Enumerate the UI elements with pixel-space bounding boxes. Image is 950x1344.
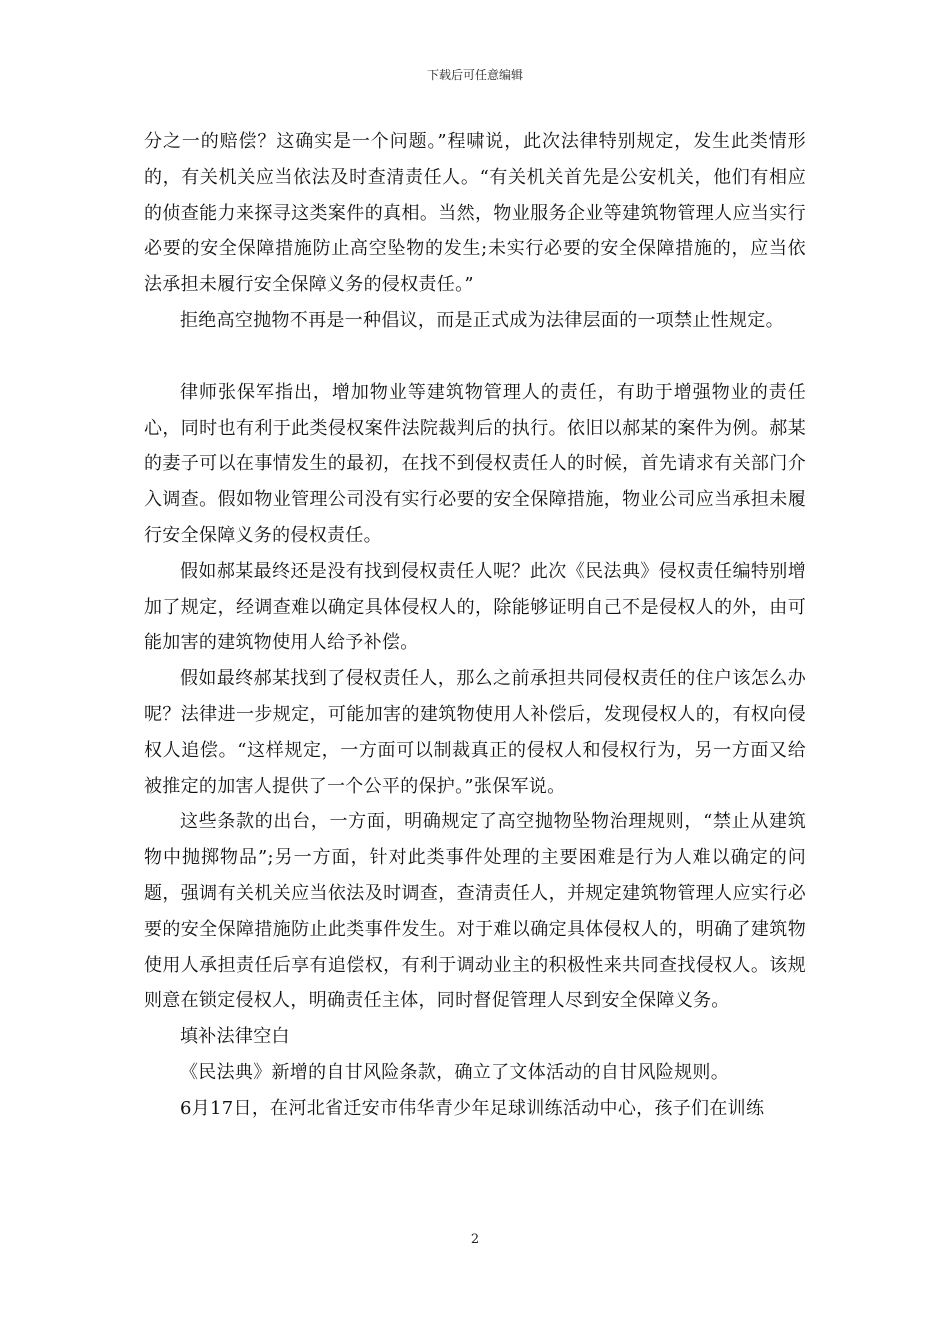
paragraph: 6月17日，在河北省迁安市伟华青少年足球训练活动中心，孩子们在训练 [180,1097,765,1119]
paragraph-continued: 分之一的赔偿？这确实是一个问题。”程啸说，此次法律特别规定，发生此类情形的，有关机关应当依法及时查清责任人。“有关机关首先是公安机关，他们有相应的侦查能力来探寻这类案件的真相。当然，物业服务企业等建筑物管理人应当实行必要的安全保障措施防止高空坠物的发生;未实行必要的安全保障措施的，应当依法承担未履行安全保障义务的侵权责任。” [144,131,806,296]
paragraph: 假如最终郝某找到了侵权责任人，那么之前承担共同侵权责任的住户该怎么办呢？法律进一步规定，可能加害的建筑物使用人补偿后，发现侵权人的，有权向侵权人追偿。“这样规定，一方面可以制裁真正的侵权人和侵权行为，另一方面又给被推定的加害人提供了一个公平的保护。”张保军说。 [144,668,806,797]
paragraph: 《民法典》新增的自甘风险条款，确立了文体活动的自甘风险规则。 [180,1061,729,1083]
paragraph: 律师张保军指出，增加物业等建筑物管理人的责任，有助于增强物业的责任心，同时也有利于此类侵权案件法院裁判后的执行。依旧以郝某的案件为例。郝某的妻子可以在事情发生的最初，在找不到侵权责任人的时候，首先请求有关部门介入调查。假如物业管理公司没有实行必要的安全保障措施，物业公司应当承担未履行安全保障义务的侵权责任。 [144,381,806,546]
document-body [144,124,806,1127]
page-header: 下载后可任意编辑 [426,68,523,82]
page-number: 2 [470,1232,480,1247]
paragraph: 假如郝某最终还是没有找到侵权责任人呢？此次《民法典》侵权责任编特别增加了规定，经调查难以确定具体侵权人的，除能够证明自己不是侵权人的外，由可能加害的建筑物使用人给予补偿。 [144,560,806,654]
blank-line [144,339,806,375]
paragraph: 这些条款的出台，一方面，明确规定了高空抛物坠物治理规则，“禁止从建筑物中抛掷物品”;另一方面，针对此类事件处理的主要困难是行为人难以确定的问题，强调有关机关应当依法及时调查，查清责任人，并规定建筑物管理人应实行必要的安全保障措施防止此类事件发生。对于难以确定具体侵权人的，明确了建筑物使用人承担责任后享有追偿权，有利于调动业主的积极性来共同查找侵权人。该规则意在锁定侵权人，明确责任主体，同时督促管理人尽到安全保障义务。 [144,811,806,1012]
section-heading: 填补法律空白 [180,1026,290,1048]
paragraph: 拒绝高空抛物不再是一种倡议，而是正式成为法律层面的一项禁止性规定。 [180,309,784,331]
